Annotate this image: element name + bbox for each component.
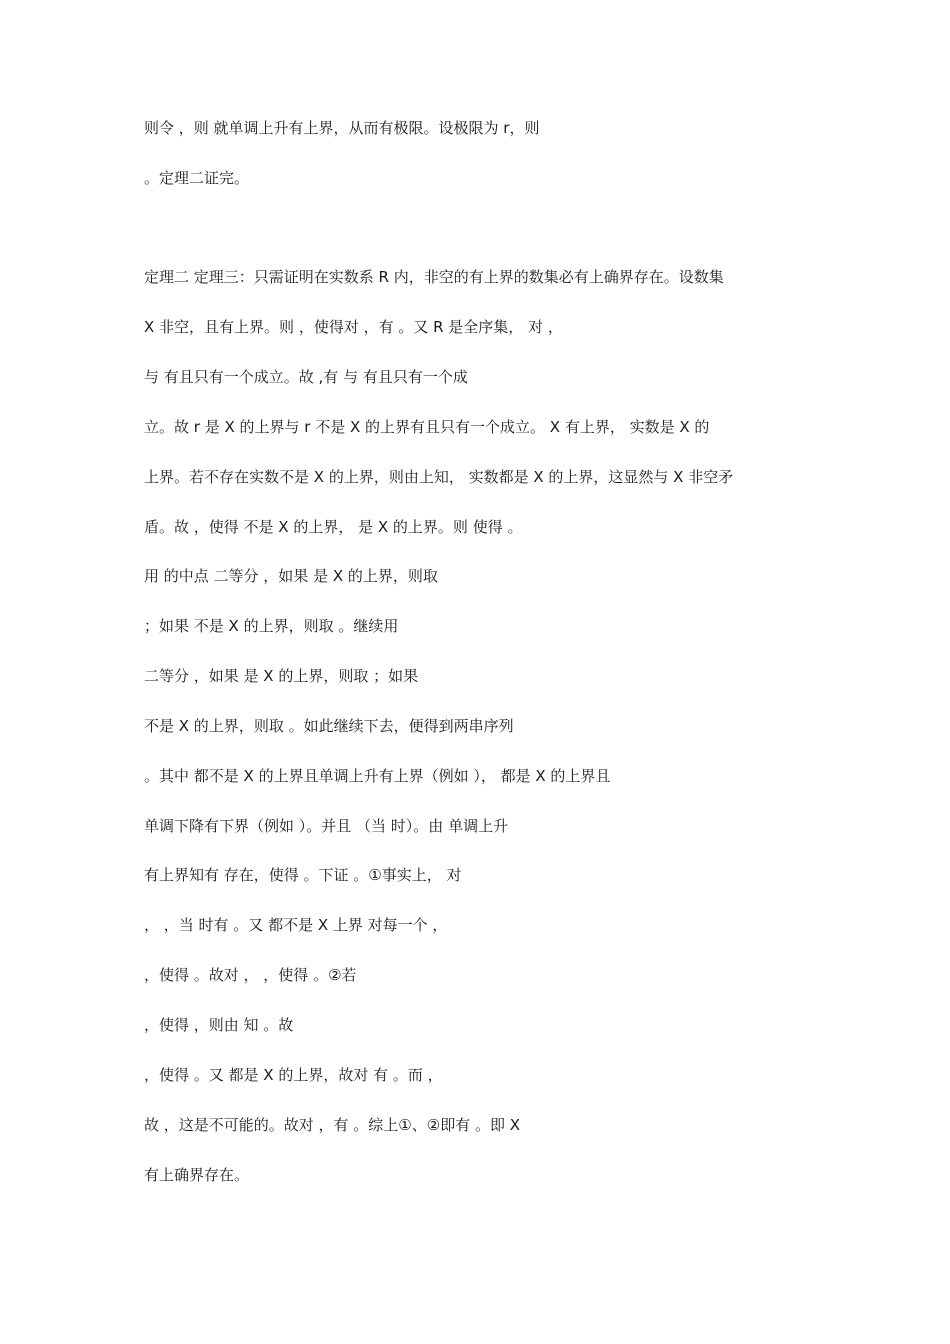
text-line: 单调下降有下界（例如 ）。并且 （当 时）。由 单调上升 <box>144 817 509 835</box>
text-line: 有上确界存在。 <box>144 1166 250 1184</box>
text-line: 用 的中点 二等分 ，如果 是 X 的上界，则取 <box>144 567 438 585</box>
text-line: 二等分 ，如果 是 X 的上界，则取 ；如果 <box>144 667 419 685</box>
text-line: 与 有且只有一个成立。故 ,有 与 有且只有一个成 <box>144 368 468 386</box>
text-line: 定理二 定理三：只需证明在实数系 R 内，非空的有上界的数集必有上确界存在。设数集 <box>144 268 724 286</box>
text-line: ；如果 不是 X 的上界，则取 。继续用 <box>144 617 399 635</box>
text-line: ，使得 。故对 ， ，使得 。②若 <box>144 966 357 984</box>
text-line: 。定理二证完。 <box>144 169 250 187</box>
text-line: 上界。若不存在实数不是 X 的上界，则由上知， 实数都是 X 的上界，这显然与 X 非空矛 <box>144 468 734 486</box>
text-line: 则令 ，则 就单调上升有上界，从而有极限。设极限为 r，则 <box>144 119 540 137</box>
text-line: ，使得 。又 都是 X 的上界，故对 有 。而 ， <box>144 1066 443 1084</box>
text-line: 不是 X 的上界，则取 。如此继续下去，便得到两串序列 <box>144 717 514 735</box>
text-line: ，使得 ，则由 知 。故 <box>144 1016 294 1034</box>
text-line: 故 ，这是不可能的。故对 ，有 。综上①、②即有 。即 X <box>144 1116 521 1134</box>
text-line: ， ，当 时有 。又 都不是 X 上界 对每一个 ， <box>144 916 448 934</box>
text-line: 。其中 都不是 X 的上界且单调上升有上界（例如 ）， 都是 X 的上界且 <box>144 767 611 785</box>
text-line: 有上界知有 存在，使得 。下证 。①事实上， 对 <box>144 866 462 884</box>
text-line: 立。故 r 是 X 的上界与 r 不是 X 的上界有且只有一个成立。 X 有上界， 实数是 X 的 <box>144 418 710 436</box>
text-line: 盾。故 ，使得 不是 X 的上界， 是 X 的上界。则 使得 。 <box>144 518 523 536</box>
text-line: X 非空，且有上界。则 ，使得对 ，有 。又 R 是全序集， 对 ， <box>144 318 563 336</box>
